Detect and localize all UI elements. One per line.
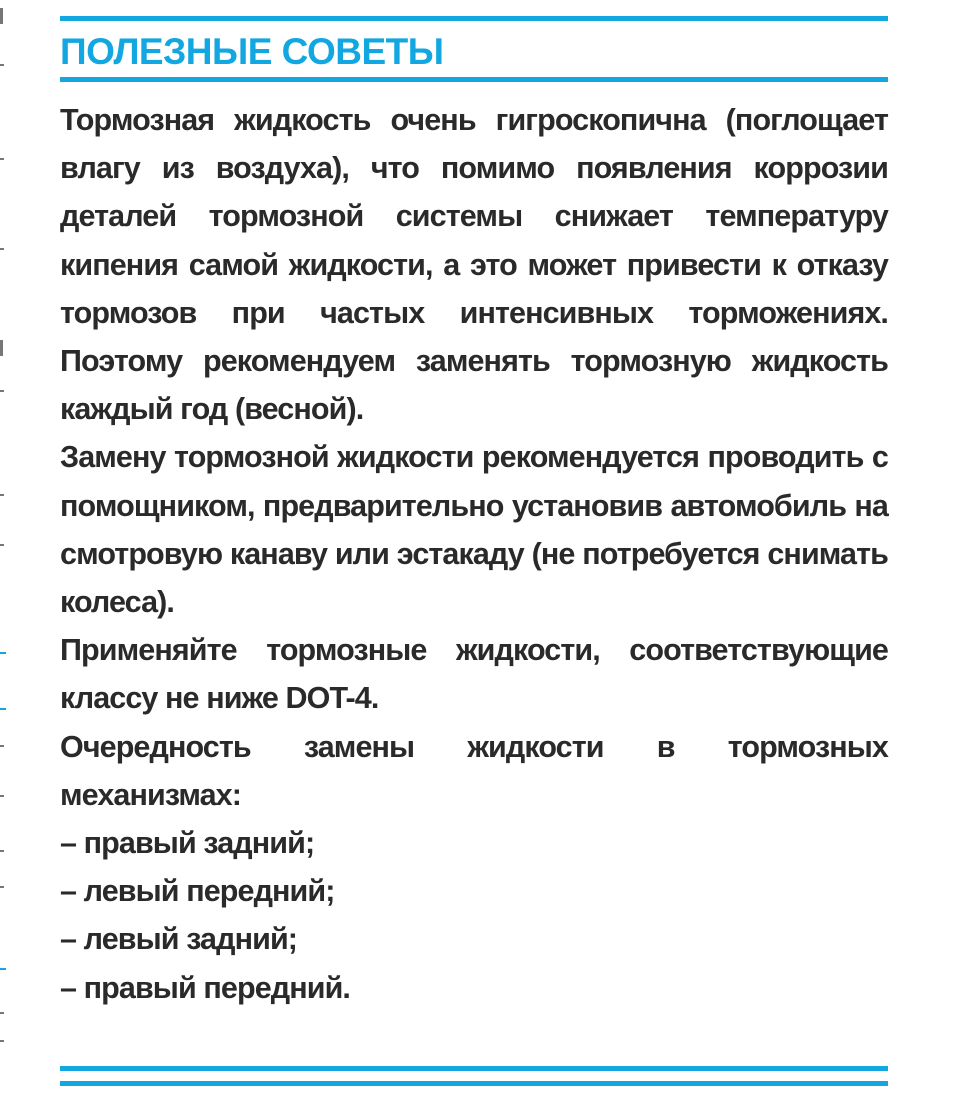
list-item: – правый задний; [60,826,315,861]
paragraph-order: Очередность замены жидкости в тормозных механизмах: [60,729,888,812]
bottom-rule-1 [60,1066,888,1071]
paragraph-replacement: Замену тормозной жидкости рекомендуется проводить с помощником, предварительно установив автомобиль на смотровую канаву или эстакаду (не потребуется снимать колеса). [60,440,888,620]
paragraph-hygroscopic: Тормозная жидкость очень гигроскопична (поглощает влагу из воздуха), что помимо появления коррозии деталей тормозной системы снижает температуру кипения самой жидкости, а это может привести к отказу тормозов при частых интенсивных торможениях. Поэтому рекомендуем заменять тормозную жидкость каждый год (весной). [60,103,888,427]
bottom-rule-2 [60,1081,888,1086]
section-body [60,96,888,1012]
section-title: ПОЛЕЗНЫЕ СОВЕТЫ [60,31,444,72]
title-rule [60,77,888,82]
list-item: – левый передний; [60,874,335,909]
paragraph-dot4: Применяйте тормозные жидкости, соответствующие классу не ниже DOT-4. [60,633,888,716]
useful-tips-box [60,16,888,1012]
list-item: – правый передний. [60,970,351,1005]
list-item: – левый задний; [60,922,298,957]
